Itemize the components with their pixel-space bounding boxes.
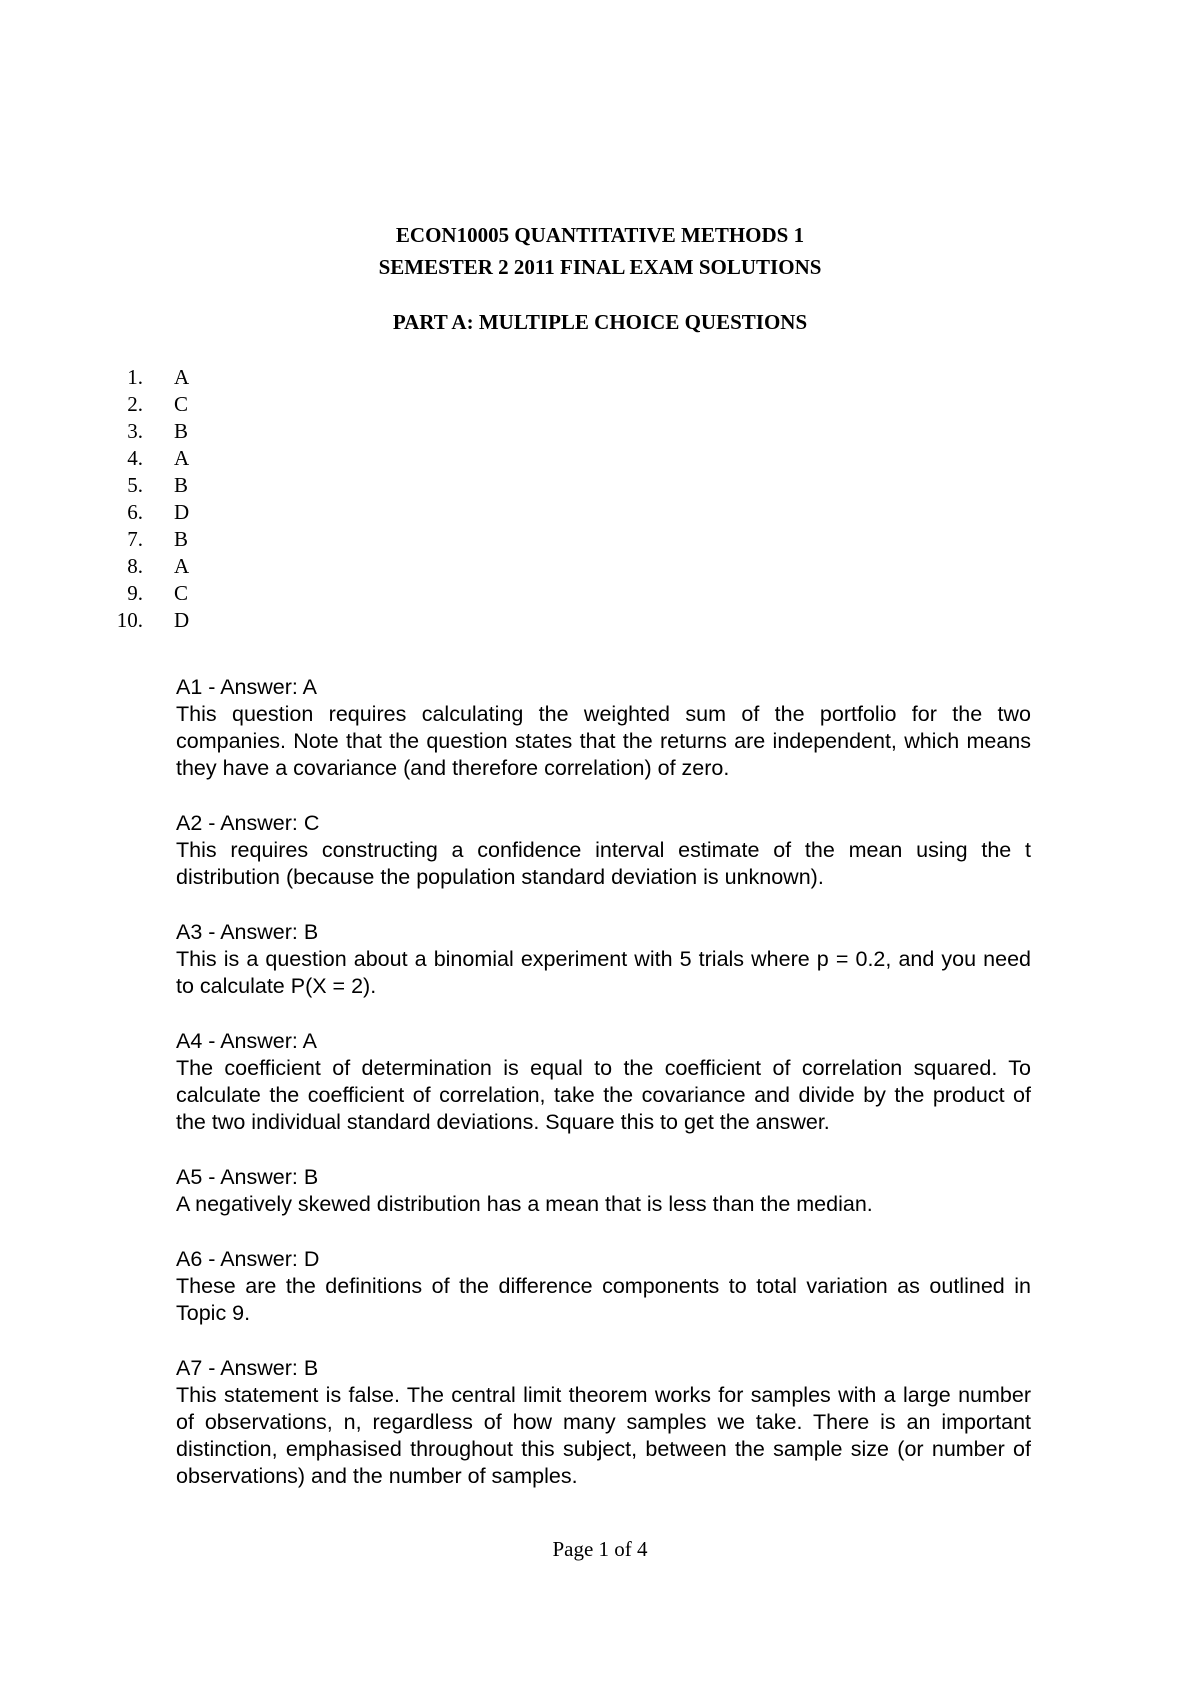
mcq-answer: A (174, 365, 190, 389)
mcq-answer: A (174, 554, 190, 578)
explanation-a3 (176, 919, 1031, 1000)
explanation-heading: A5 - Answer: B (176, 1165, 319, 1189)
mcq-answer: B (174, 419, 189, 443)
explanation-a5 (176, 1164, 1031, 1218)
explanation-text: The coefficient of determination is equal to the coefficient of correlation squared. To calculate the coefficient of correlation, take the covariance and divide by the product of the two individual standard deviations. Square this to get the answer. (176, 1056, 1031, 1134)
mcq-row (106, 526, 306, 553)
explanation-heading: A6 - Answer: D (176, 1247, 320, 1271)
explanation-text: These are the definitions of the difference components to total variation as outlined in Topic 9. (176, 1274, 1031, 1325)
mcq-answer: C (174, 392, 189, 416)
explanation-a6 (176, 1246, 1031, 1327)
mcq-answer: A (174, 446, 190, 470)
mcq-answer: B (174, 527, 189, 551)
part-title: PART A: MULTIPLE CHOICE QUESTIONS (392, 310, 808, 334)
mcq-number: 9. (127, 581, 143, 605)
explanation-text: This requires constructing a confidence interval estimate of the mean using the t distribution (because the population standard deviation is unknown). (176, 838, 1031, 889)
explanation-text: A negatively skewed distribution has a mean that is less than the median. (176, 1192, 873, 1216)
mcq-number: 4. (127, 446, 143, 470)
explanation-text: This statement is false. The central limit theorem works for samples with a large number of observations, n, regardless of how many samples we take. There is an important distinction, emphasised throughout this subject, between the sample size (or number of observations) and the number of samples. (176, 1383, 1031, 1488)
mcq-number: 1. (127, 365, 143, 389)
mcq-row (106, 391, 306, 418)
page-number: Page 1 of 4 (552, 1537, 648, 1561)
explanation-a2 (176, 810, 1031, 891)
explanation-a4 (176, 1028, 1031, 1136)
explanation-heading: A2 - Answer: C (176, 811, 320, 835)
mcq-row (106, 607, 306, 634)
explanation-a1 (176, 674, 1031, 782)
mcq-row (106, 418, 306, 445)
mcq-number: 2. (127, 392, 143, 416)
answer-explanations (176, 674, 1031, 1518)
explanation-text: This question requires calculating the weighted sum of the portfolio for the two companies. Note that the question states that the returns are independent, which means they have a covariance (and therefore correlation) of zero. (176, 702, 1031, 780)
mcq-row (106, 580, 306, 607)
exam-title: SEMESTER 2 2011 FINAL EXAM SOLUTIONS (378, 255, 822, 279)
mcq-number: 6. (127, 500, 143, 524)
mcq-number: 8. (127, 554, 143, 578)
mcq-row (106, 445, 306, 472)
explanation-heading: A3 - Answer: B (176, 920, 319, 944)
mcq-row (106, 499, 306, 526)
explanation-heading: A1 - Answer: A (176, 675, 318, 699)
mcq-answer: D (174, 608, 190, 632)
mcq-number: 3. (127, 419, 143, 443)
mcq-answer-list (106, 364, 306, 634)
explanation-heading: A7 - Answer: B (176, 1356, 319, 1380)
explanation-a7 (176, 1355, 1031, 1490)
mcq-answer: B (174, 473, 189, 497)
explanation-text: This is a question about a binomial experiment with 5 trials where p = 0.2, and you need to calculate P(X = 2). (176, 947, 1031, 998)
mcq-row (106, 472, 306, 499)
explanation-heading: A4 - Answer: A (176, 1029, 318, 1053)
mcq-row (106, 553, 306, 580)
mcq-number: 5. (127, 473, 143, 497)
mcq-number: 7. (127, 527, 143, 551)
mcq-number: 10. (116, 608, 143, 632)
mcq-row (106, 364, 306, 391)
course-title: ECON10005 QUANTITATIVE METHODS 1 (395, 223, 805, 247)
mcq-answer: C (174, 581, 189, 605)
mcq-answer: D (174, 500, 190, 524)
